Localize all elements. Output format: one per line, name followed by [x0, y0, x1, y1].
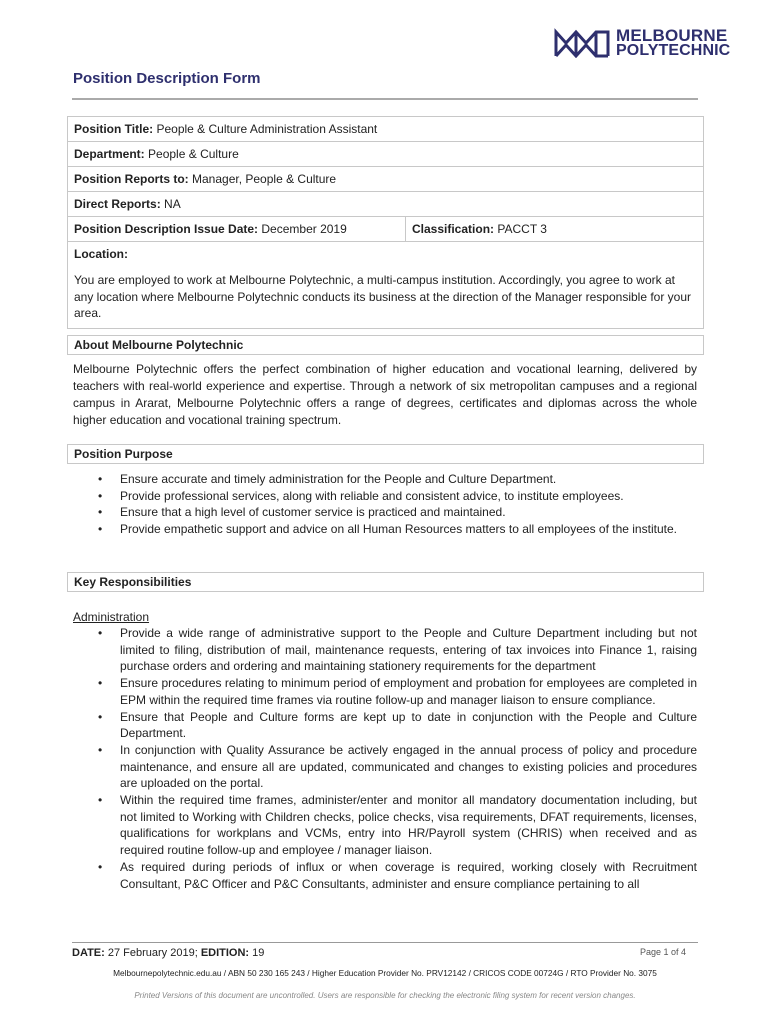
classification-value: PACCT 3	[497, 222, 547, 236]
list-item: • Within the required time frames, administer/enter and monitor all mandatory documentation including, but not limited to Working with Children checks, police checks, visa requirements, DFAT requirements, licenses, qualifications for workplans and VCMs, entry into HR/Payroll system (CHRIS) when received and as required routine follow-up and employee / manager liaison.	[98, 793, 697, 858]
bullet-icon: •	[98, 626, 103, 640]
position-details-table	[67, 116, 704, 329]
title-divider	[72, 98, 698, 100]
bullet-icon: •	[98, 676, 103, 691]
page-number: Page 1 of 4	[640, 947, 687, 957]
list-item: • Ensure that a high level of customer service is practiced and maintained.	[98, 505, 506, 520]
bullet-icon: •	[98, 742, 103, 757]
list-item: • As required during periods of influx or when coverage is required, working closely with Recruitment Consultant, P&C Officer and P&C Consultants, administer and ensure compliance pertaining to all	[98, 859, 697, 891]
footer-divider	[72, 942, 698, 943]
location-text: You are employed to work at Melbourne Polytechnic, a multi-campus institution. Accordingly, you agree to work at any location where Melbourne Polytechnic conducts its business at the direction of the Manager responsible for your area.	[74, 273, 692, 320]
direct-reports-value: NA	[164, 197, 181, 211]
footer-address: Melbournepolytechnic.edu.au / ABN 50 230 165 243 / Higher Education Provider No. PRV12142 / CRICOS CODE 00724G / RTO Provider No. 3075	[113, 968, 657, 978]
bullet-icon: •	[98, 793, 103, 808]
direct-reports-label: Direct Reports:	[74, 197, 161, 211]
list-item: • Provide empathetic support and advice on all Human Resources matters to all employees of the institute.	[98, 522, 677, 537]
issue-date-value: December 2019	[261, 222, 347, 236]
footer-disclaimer: Printed Versions of this document are uncontrolled. Users are responsible for checking the electronic filing system for recent version changes.	[134, 991, 636, 1000]
issue-date-cell	[68, 217, 406, 241]
edition-value: 19	[252, 947, 265, 959]
reports-to-row	[68, 167, 703, 192]
reports-to-label: Position Reports to:	[74, 172, 189, 186]
list-item: • Ensure that People and Culture forms are kept up to date in conjunction with the People and Culture Department.	[98, 709, 697, 741]
administration-subheading: Administration	[73, 610, 150, 624]
department-label: Department:	[74, 147, 145, 161]
bullet-icon: •	[98, 505, 103, 520]
edition-label: EDITION:	[200, 947, 250, 959]
bullet-icon: •	[98, 709, 103, 724]
position-title-row	[68, 117, 703, 142]
purpose-heading: Position Purpose	[67, 444, 704, 464]
footer-date	[72, 946, 264, 960]
department-row	[68, 142, 703, 167]
bullet-icon: •	[98, 488, 103, 503]
logo-wordmark	[616, 28, 730, 58]
about-heading: About Melbourne Polytechnic	[67, 335, 704, 355]
reports-to-value: Manager, People & Culture	[192, 172, 337, 186]
purpose-list	[73, 471, 697, 538]
responsibilities-list	[73, 625, 697, 892]
list-item: • Ensure procedures relating to minimum period of employment and probation for employees are completed in EPM within the required time frames via routine follow-up and manager liaison to ensure compliance.	[98, 676, 697, 707]
about-text: Melbourne Polytechnic offers the perfect combination of higher education and vocational learning, delivered by teachers with real-world experience and expertise. Through a network of six metropolitan campuses and a regional campus in Ararat, Melbourne Polytechnic offers a range of degrees, certificates and diplomas across the whole higher education and vocational training spectrum.	[73, 362, 697, 427]
classification-label: Classification:	[412, 222, 495, 236]
logo-mark-icon	[554, 28, 610, 58]
department-value: People & Culture	[148, 147, 239, 161]
list-item: • In conjunction with Quality Assurance be actively engaged in the annual process of policy and procedure maintenance, and ensure all are updated, communicated and changes to existing policies and procedures are uploaded on the portal.	[98, 742, 697, 791]
date-label: DATE:	[72, 947, 105, 959]
list-item: • Provide a wide range of administrative support to the People and Culture Department including but not limited to filing, distribution of mail, maintenance requests, entering of tax invoices into Finance 1, raising purchase orders and ordering and maintaining stationery requirements for the department	[98, 626, 697, 674]
position-title-label: Position Title:	[74, 122, 154, 136]
position-title-value: People & Culture Administration Assistant	[156, 122, 378, 136]
direct-reports-row	[68, 192, 703, 217]
logo-line-2: POLYTECHNIC	[616, 42, 731, 59]
bullet-icon: •	[98, 472, 103, 486]
page-title: Position Description Form	[73, 70, 261, 87]
issue-date-label: Position Description Issue Date:	[74, 222, 259, 236]
location-label: Location:	[74, 247, 128, 261]
list-item: • Provide professional services, along with reliable and consistent advice, to institute employees.	[98, 488, 624, 503]
melbourne-polytechnic-logo	[554, 28, 730, 58]
issue-date-row	[68, 217, 703, 242]
bullet-icon: •	[98, 522, 103, 537]
location-row	[68, 242, 703, 328]
list-item: • Ensure accurate and timely administration for the People and Culture Department.	[98, 472, 557, 486]
bullet-icon: •	[98, 859, 103, 874]
logo-line-1: MELBOURNE	[616, 26, 728, 45]
classification-cell	[406, 217, 547, 241]
responsibilities-heading: Key Responsibilities	[67, 572, 704, 592]
date-value: 27 February 2019;	[107, 947, 198, 959]
